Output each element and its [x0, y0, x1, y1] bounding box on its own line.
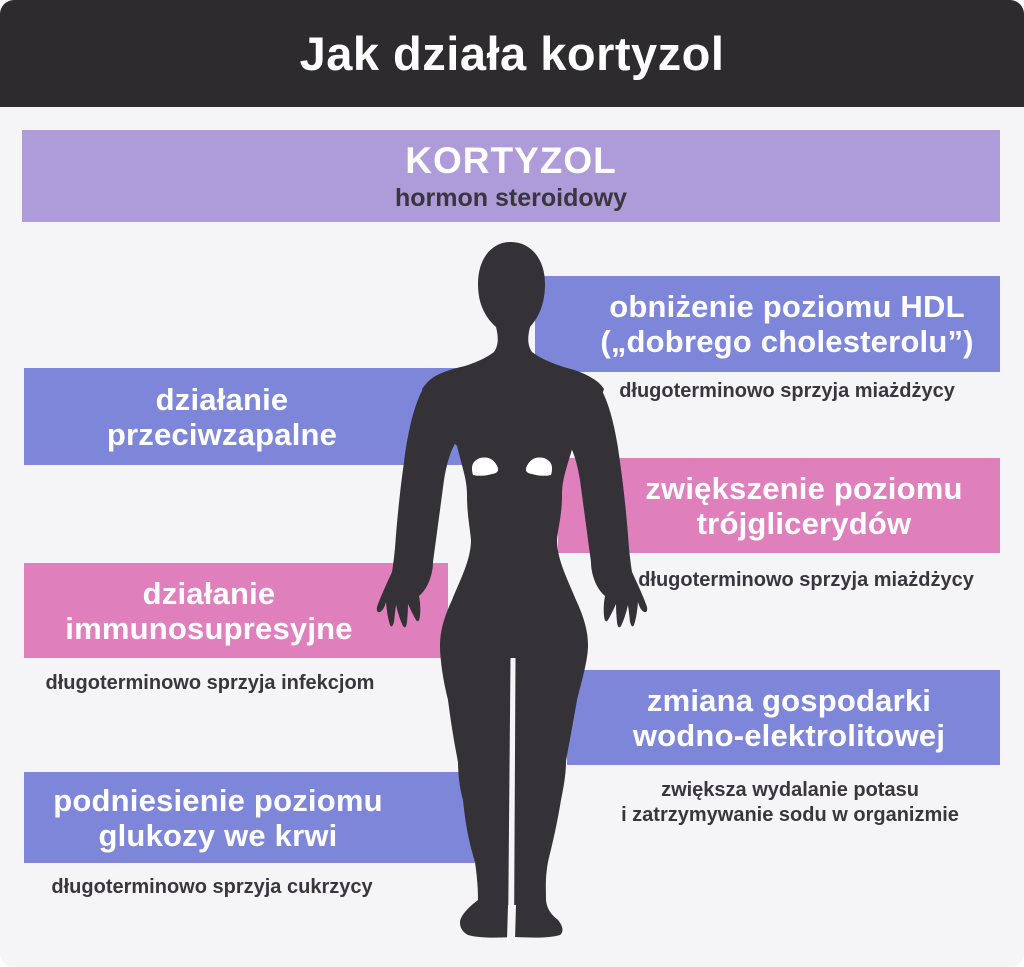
effect-line: immunosupresyjne [65, 610, 353, 646]
effect-line: wodno-elektrolitowej [632, 717, 946, 753]
effect-line: („dobrego cholesterolu”) [600, 324, 974, 359]
human-silhouette [370, 235, 660, 945]
human-silhouette-graphic [370, 235, 660, 945]
effect-note-hdl: długoterminowo sprzyja miażdżycy [619, 380, 955, 402]
effect-note-water-electrolyte: zwiększa wydalanie potasu i zatrzymywanie sodu w organizmie [621, 779, 959, 826]
effect-note-glucose: długoterminowo sprzyja cukrzycy [51, 876, 373, 898]
effect-line: obniżenie poziomu HDL [609, 289, 965, 324]
effect-line: przeciwzapalne [106, 416, 338, 452]
effect-line: zmiana gospodarki [646, 682, 932, 718]
title-bar [0, 0, 1024, 107]
effect-note-triglycerides: długoterminowo sprzyja miażdżycy [638, 569, 974, 591]
effect-line: glukozy we krwi [98, 817, 338, 853]
effect-line: zwiększenie poziomu [645, 470, 963, 506]
effect-line: działanie [155, 381, 289, 417]
kortyzol-subtitle: hormon steroidowy [395, 183, 627, 212]
page-title: Jak działa kortyzol [299, 27, 725, 80]
effect-line: podniesienie poziomu [53, 782, 383, 818]
effect-note-immunosuppressive: długoterminowo sprzyja infekcjom [45, 672, 375, 694]
effect-line: trójglicerydów [696, 505, 912, 541]
kortyzol-banner [22, 130, 1000, 222]
effect-line: działanie [142, 575, 276, 611]
kortyzol-title: KORTYZOL [405, 139, 617, 181]
